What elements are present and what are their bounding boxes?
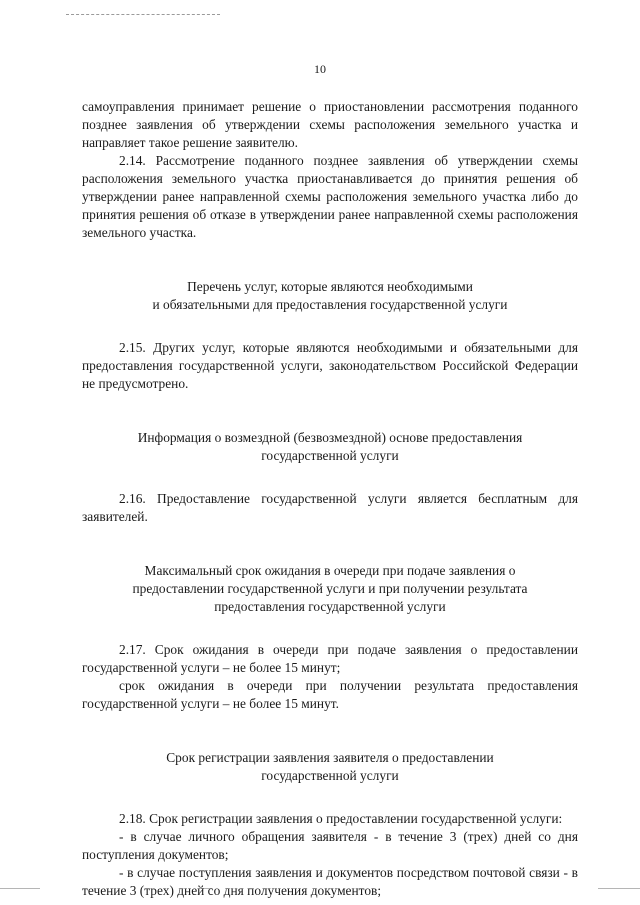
paragraph-2-17-continued: срок ожидания в очереди при получении результата предоставления государственной услуги – не более 15 минут. (82, 678, 578, 711)
heading-line: и обязательными для предоставления государственной услуги (152, 297, 508, 312)
heading-required-services (82, 278, 578, 314)
heading-line: Перечень услуг, которые являются необходимыми (187, 279, 473, 294)
scan-artifact-bottom-left (0, 888, 40, 889)
heading-line: Срок регистрации заявления заявителя о предоставлении (166, 750, 494, 765)
heading-line: Максимальный срок ожидания в очереди при подаче заявления о (144, 563, 516, 578)
scan-artifact-bottom-right (598, 888, 640, 889)
paragraph-2-16: 2.16. Предоставление государственной услуги является бесплатным для заявителей. (82, 491, 578, 524)
paragraph-2-17: 2.17. Срок ожидания в очереди при подаче заявления о предоставлении государственной услуги – не более 15 минут; (82, 642, 578, 675)
heading-line: государственной услуги (261, 448, 399, 463)
page-number: 10 (314, 62, 326, 76)
heading-line: предоставлении государственной услуги и при получении результата (132, 581, 528, 596)
heading-queue-time (82, 562, 578, 616)
heading-paid-basis (82, 429, 578, 465)
paragraph-continuation: самоуправления принимает решение о приостановлении рассмотрения поданного позднее заявления об утверждении схемы расположения земельного участка и направляет такое решение заявителю. (82, 99, 578, 150)
paragraph-2-15: 2.15. Других услуг, которые являются необходимыми и обязательными для предоставления государственной услуги, законодательством Российской Федерации не предусмотрено. (82, 340, 578, 391)
heading-line: предоставления государственной услуги (214, 599, 446, 614)
heading-registration-time (82, 749, 578, 785)
heading-line: Информация о возмездной (безвозмездной) основе предоставления (137, 430, 523, 445)
scan-artifact-top (66, 14, 220, 15)
paragraph-2-18: 2.18. Срок регистрации заявления о предоставлении государственной услуги: (119, 811, 563, 826)
document-body (82, 98, 578, 900)
heading-line: государственной услуги (261, 768, 399, 783)
list-item: - в случае поступления заявления и документов посредством почтовой связи - в течение 3 (трех) дней со дня получения документов; (82, 865, 578, 898)
list-item: - в случае личного обращения заявителя - в течение 3 (трех) дней со дня поступления документов; (82, 829, 578, 862)
paragraph-2-14: 2.14. Рассмотрение поданного позднее заявления об утверждении схемы расположения земельного участка приостанавливается до принятия решения об утверждении ранее направленной схемы расположения земельного участка либо до принятия решения об отказе в утверждении ранее направленной схемы расположения земельного участка. (82, 153, 578, 240)
